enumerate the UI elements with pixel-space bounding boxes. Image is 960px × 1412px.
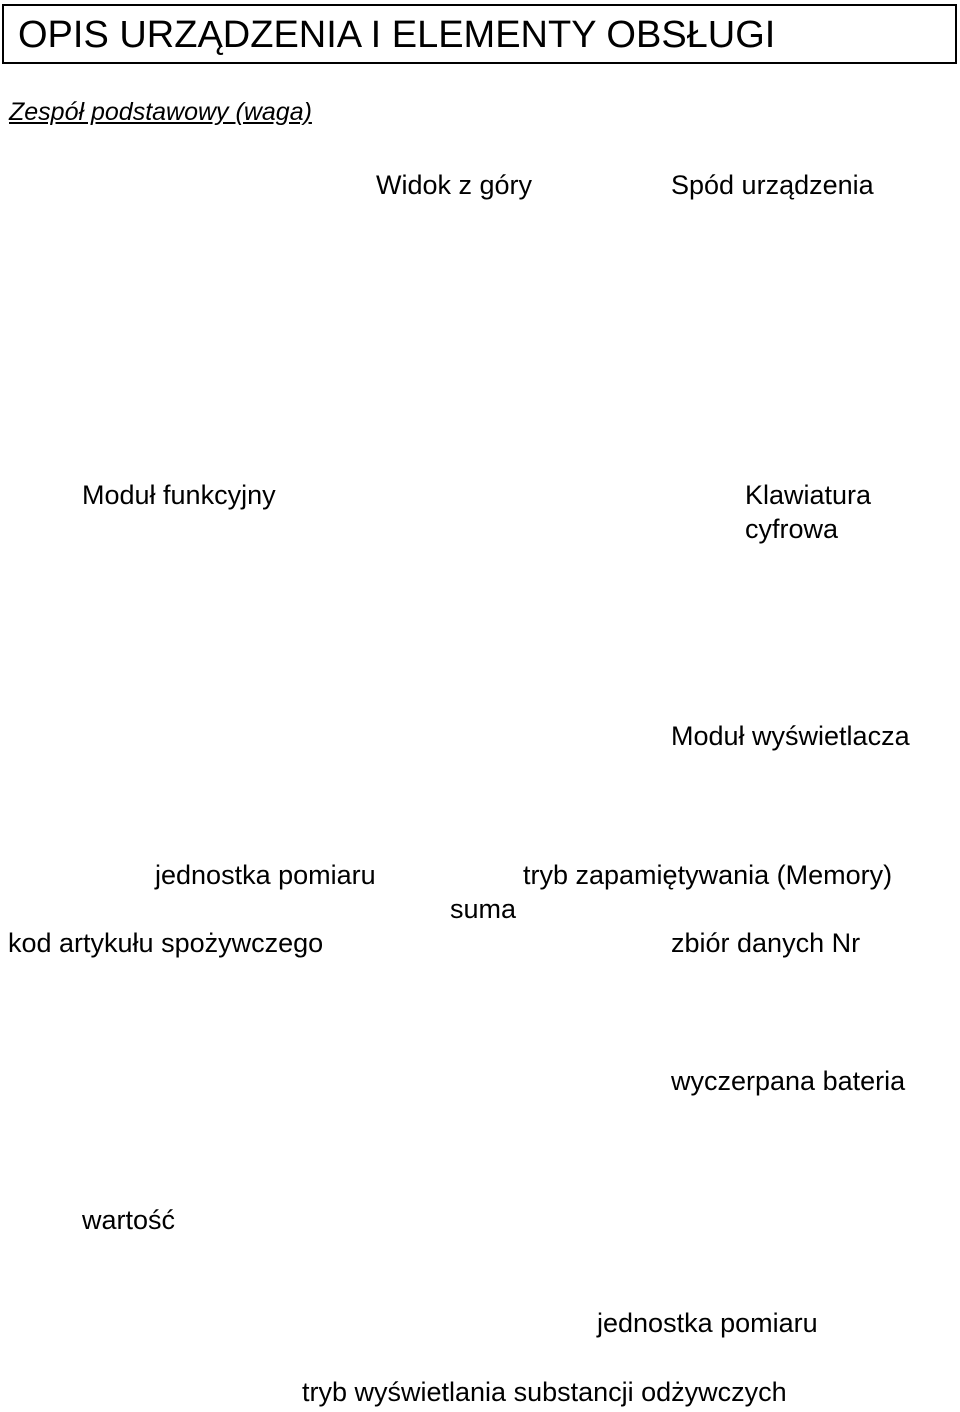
- label-function-module: Moduł funkcyjny: [82, 480, 276, 510]
- label-food-code: kod artykułu spożywczego: [8, 928, 324, 958]
- label-unit-bottom: jednostka pomiaru: [597, 1308, 818, 1338]
- label-unit-top: jednostka pomiaru: [155, 860, 376, 890]
- label-sum: suma: [450, 894, 517, 924]
- label-top-view: Widok z góry: [376, 170, 533, 200]
- label-nutrient-mode: tryb wyświetlania substancji odżywczych: [302, 1377, 787, 1407]
- page-title: OPIS URZĄDZENIA I ELEMENTY OBSŁUGI: [18, 14, 776, 56]
- label-memory-mode: tryb zapamiętywania (Memory): [523, 860, 893, 890]
- label-dataset-no: zbiór danych Nr: [671, 928, 861, 958]
- label-display-module: Moduł wyświetlacza: [671, 721, 910, 751]
- section-subtitle: Zespół podstawowy (waga): [9, 98, 312, 126]
- title-box: [2, 4, 957, 64]
- label-numeric-keypad-line2: cyfrowa: [745, 514, 839, 544]
- label-numeric-keypad-line1: Klawiatura: [745, 480, 872, 510]
- label-value: wartość: [82, 1205, 176, 1235]
- label-bottom-view: Spód urządzenia: [671, 170, 874, 200]
- label-low-battery: wyczerpana bateria: [671, 1066, 906, 1096]
